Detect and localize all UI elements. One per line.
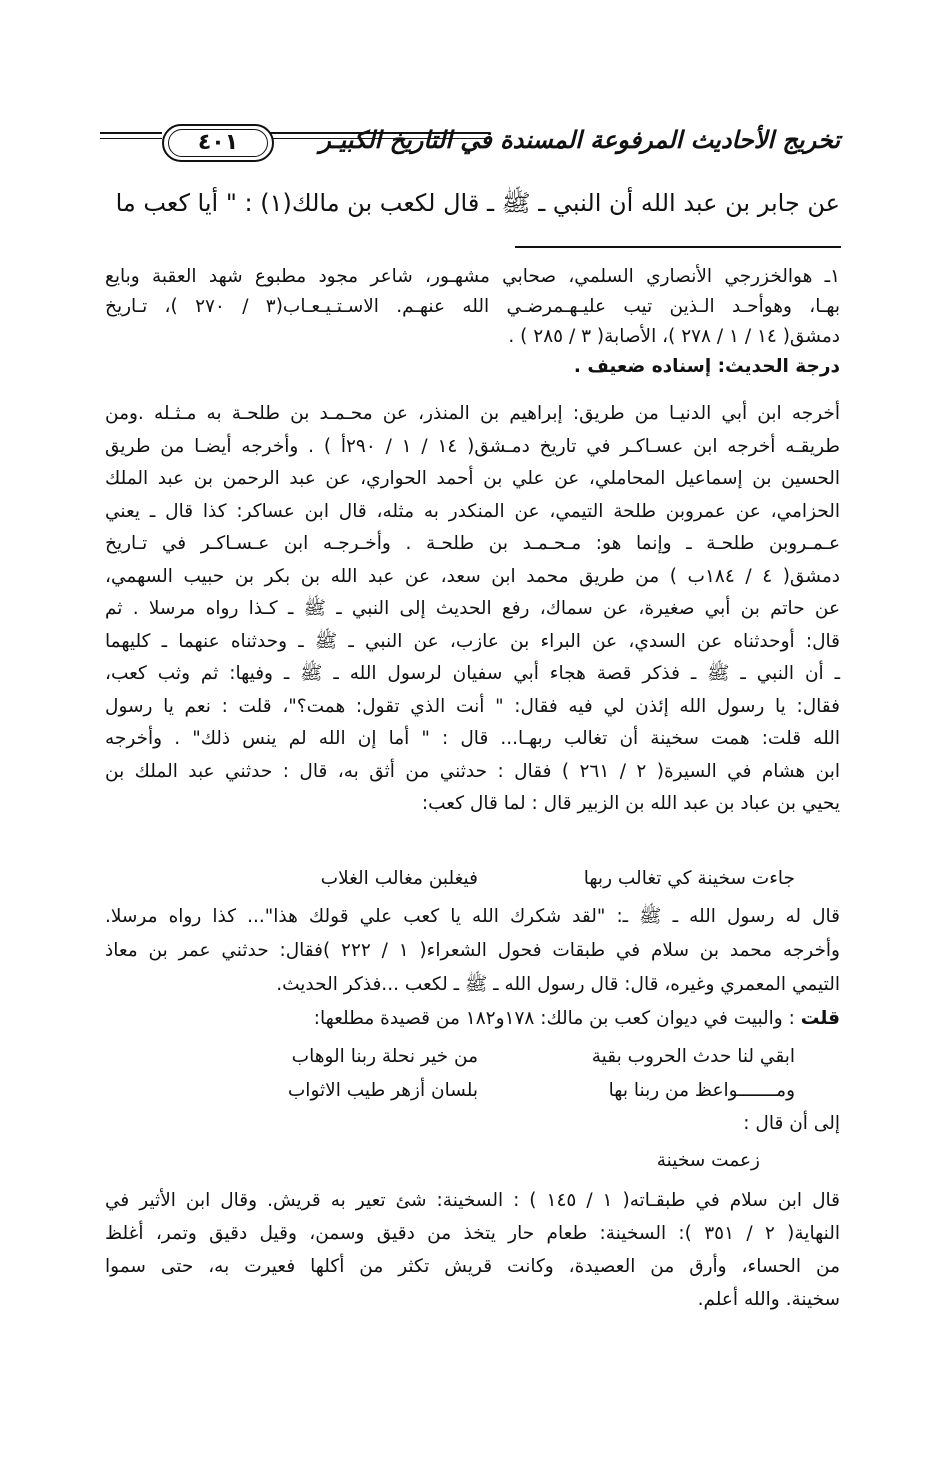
verse-1-first: جاءت سخينة كي تغالب ربها <box>583 868 795 889</box>
verse-4: زعمت سخينة <box>656 1150 760 1171</box>
book-title: تخريج الأحاديث المرفوعة المسندة في التاريخ الكبيـر <box>319 126 840 154</box>
verse-2-first: ابقي لنا حدث الحروب بقية <box>591 1046 795 1067</box>
takhrij-line: فقال: يا رسول الله إئذن لي فيه فقال: " أنت الذي تقول: همت؟"، قلت : نعم يا رسول <box>105 695 840 717</box>
text-line: من الحساء، وأرق من العصيدة، وكانت قريش تكثر من أكلها فعيرت به، حتى سموا <box>105 1256 840 1277</box>
takhrij-line: دمشق( ٤ / ١٨٤ب ) من طريق محمد ابن سعد، عن عبد الله بن بكر بن حبيب السهمي، <box>105 565 841 587</box>
qultu-text: : والبيت في ديوان كعب بن مالك: ١٧٨و١٨٢ من قصيدة مطلعها: <box>313 1008 795 1029</box>
header-rule <box>270 138 490 139</box>
footnote-line: دمشق( ١٤ / ١ / ٢٧٨ )، الأصابة( ٣ / ٢٨٥ ) . <box>508 326 840 347</box>
takhrij-line: طريقـه أخرجه ابن عسـاكـر في تاريخ دمـشق( ١٤ / ١ / ٢٩٠أ ) . وأخرجه أيضـا من طريق <box>105 435 841 457</box>
verse-3-second: بلسان أزهر طيب الاثواب <box>287 1080 478 1101</box>
page-number-badge <box>162 124 274 162</box>
takhrij-line: الحسين بن إسماعيل المحاملي، عن علي بن أحمد الحواري، عن عبد الرحمن بن عبد الملك <box>105 468 840 489</box>
footnote-separator <box>515 246 841 248</box>
takhrij-line: يحيي بن عباد بن عبد الله بن الزبير قال : لما قال كعب: <box>421 793 840 814</box>
qultu-line <box>105 1002 840 1036</box>
footnote-line: بهـا، وهوأحـد الـذين تيب عليـهـمرضـي الله عنهـم. الاسـتـيـعـاب(٣ / ٢٧٠ )، تـاريخ <box>105 296 840 317</box>
takhrij-line: الحزامي، عن عمروبن طلحة التيمي، عن المنكدر به مثله، قال ابن عساكر: كذا قال ـ يعني <box>105 500 840 522</box>
hadith-grade: درجة الحديث: إسناده ضعيف . <box>573 356 840 377</box>
verse-2-second: من خير نحلة ربنا الوهاب <box>291 1046 478 1067</box>
takhrij-line: قال: أوحدثناه عن السدي، عن البراء بن عازب، عن النبي ـ ﷺ ـ وحدثناه عنهما ـ كليهما <box>105 630 840 652</box>
verse-1-second: فيغلبن مغالب الغلاب <box>320 868 478 889</box>
takhrij-line: ـ أن النبي ـ ﷺ ـ فذكر قصة هجاء أبي سفيان لرسول الله ـ ﷺ ـ وفيها: ثم وثب كعب، <box>105 663 840 684</box>
takhrij-line: ابن هشام في السيرة( ٢ / ٢٦١ ) فقال : حدثني من أثق به، قال : حدثني عبد الملك بن <box>105 760 840 782</box>
after-verse-block <box>105 900 840 1036</box>
main-text: عن جابر بن عبد الله أن النبي ـ ﷺ ـ قال لكعب بن مالك(١) : " أيا كعب ما <box>115 189 840 217</box>
page-number: ٤٠١ <box>197 130 239 155</box>
footnote-line: ١ـ هوالخزرجي الأنصاري السلمي، صحابي مشهـور، شاعر مجود مطبوع شهد العقبة وبايع <box>105 266 840 287</box>
takhrij-line: عن حاتم بن أبي صغيرة، عن سماك، رفع الحديث إلى النبي ـ ﷺ ـ كـذا رواه مرسلا . ثم <box>105 598 840 619</box>
page-header <box>100 122 840 166</box>
text-line: التيمي المعمري وغيره، قال: قال رسول الله ـ ﷺ ـ لكعب ...فذكر الحديث. <box>276 974 840 995</box>
ila-an-qal: إلى أن قال : <box>743 1113 840 1134</box>
qultu-label: قلت <box>800 1008 840 1029</box>
header-rule <box>100 138 162 139</box>
takhrij-line: الله قلت: همت سخينة أن تغالب ربهـا... قال : " أما إن الله لم ينس ذلك" . وأخرجه <box>105 728 840 749</box>
footnote-block <box>105 262 840 382</box>
takhrij-line: أخرجه ابن أبي الدنيـا من طريق: إبراهيم بن المنذر، عن محـمـد بن طلحـة به مـثـله .ومن <box>105 403 840 424</box>
takhrij-block <box>105 398 840 821</box>
takhrij-line: عـمـروبن طلحـة ـ وإنما هو: مـحـمـد بن طلحـة . وأخـرجـه ابن عـسـاكـر في تـاريخ <box>105 533 840 554</box>
closing-block <box>105 1184 840 1316</box>
text-line: النهاية( ٢ / ٣٥١ ): السخينة: طعام حار يتخذ من دقيق وسمن، وقيل دقيق وتمر، أغلظ <box>105 1223 840 1244</box>
text-line: سخينة. والله أعلم. <box>697 1289 840 1310</box>
text-line: وأخرجه محمد بن سلام في طبقات فحول الشعراء( ١ / ٢٢٢ )فقال: حدثني عمر بن معاذ <box>105 940 840 961</box>
text-line: قال ابن سلام في طبقـاته( ١ / ١٤٥ ) : السخينة: شئ تعير به قريش. وقال ابن الأثير في <box>105 1190 840 1211</box>
text-line: قال له رسول الله ـ ﷺ ـ: "لقد شكرك الله يا كعب علي قولك هذا"... كذا رواه مرسلا. <box>105 906 840 927</box>
verse-3-first: ومـــــــواعظ من ربنا بها <box>608 1080 795 1101</box>
header-rule <box>100 132 162 134</box>
header-rule <box>270 132 490 134</box>
